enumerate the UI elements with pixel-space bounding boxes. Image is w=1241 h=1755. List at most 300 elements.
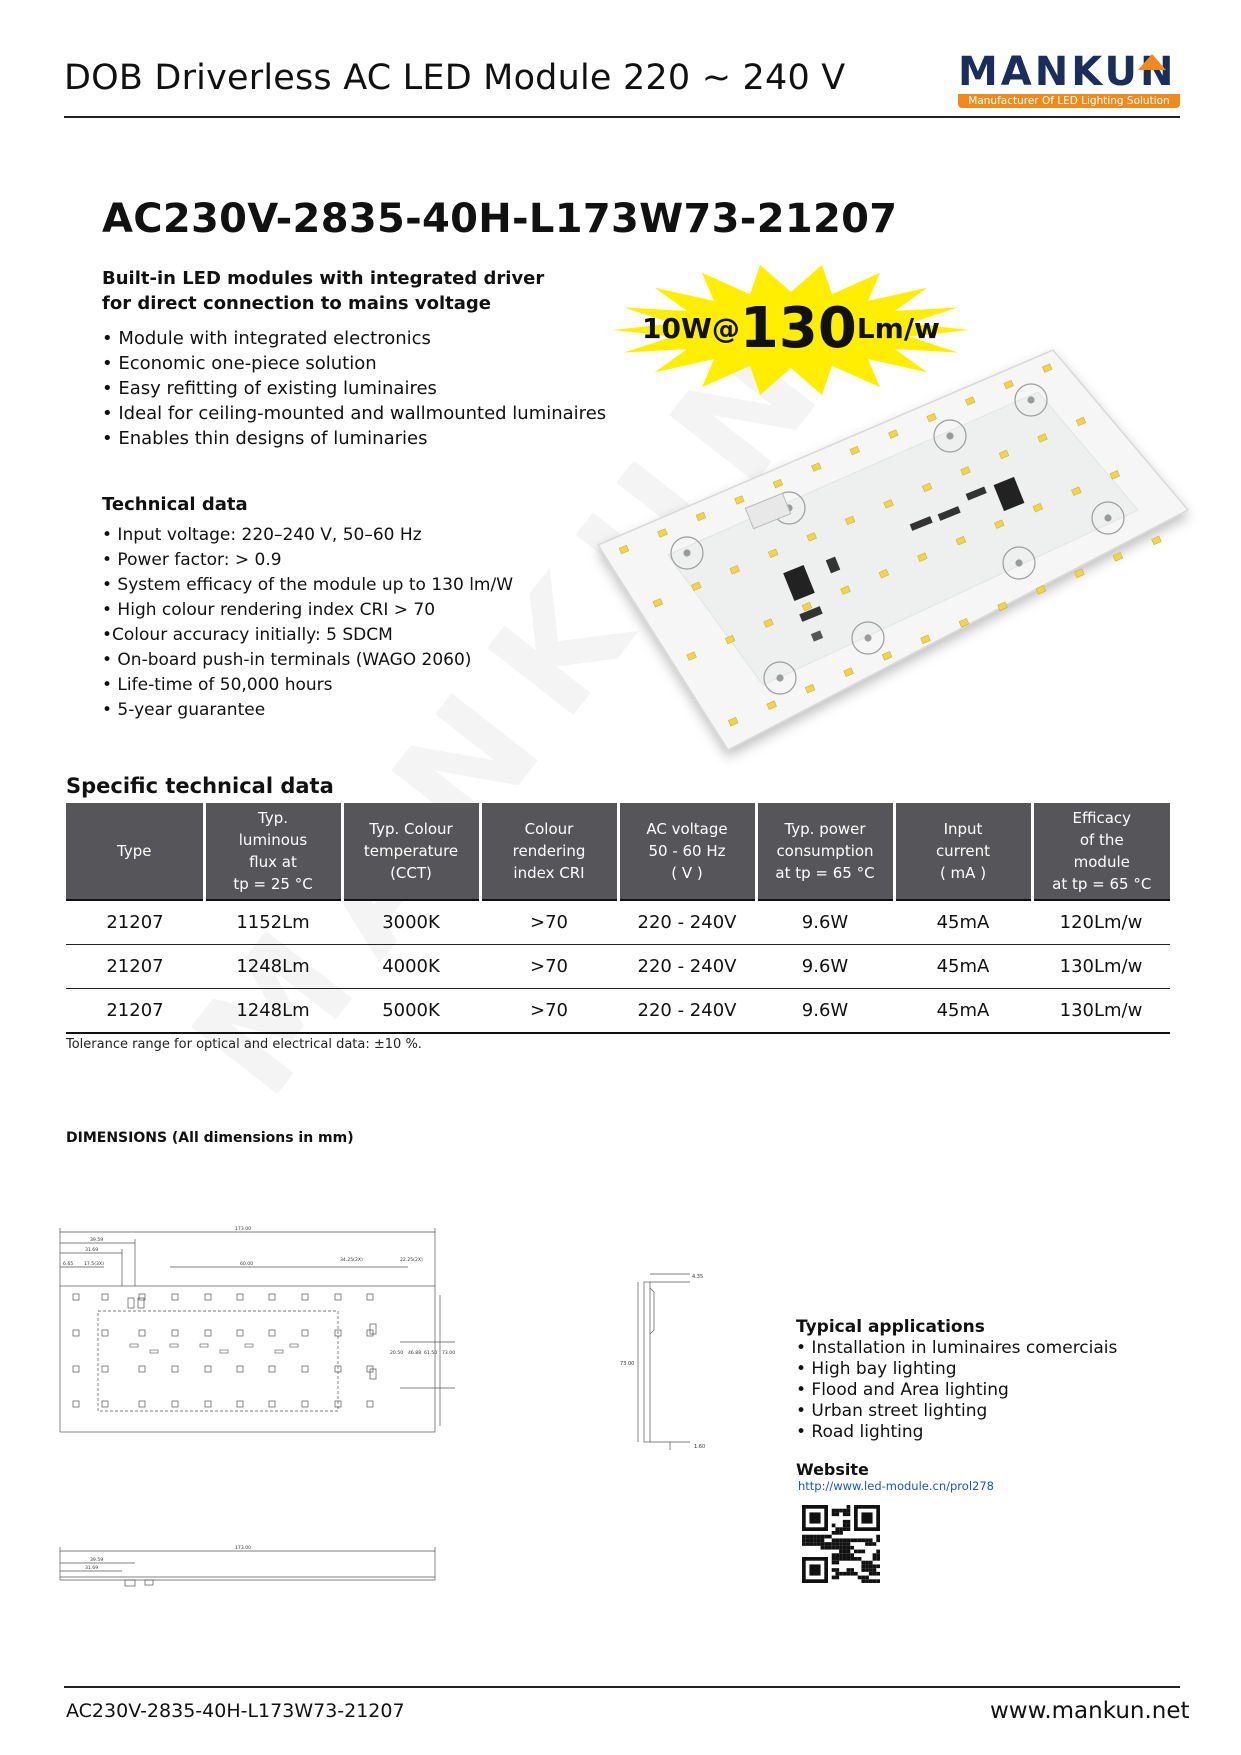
terminal-footprint xyxy=(128,1298,134,1308)
qr-module xyxy=(854,1550,858,1554)
qr-module xyxy=(850,1538,854,1542)
qr-module xyxy=(873,1568,877,1572)
led-footprint xyxy=(172,1366,178,1372)
qr-module xyxy=(839,1557,843,1561)
component-footprint xyxy=(150,1350,158,1353)
page-title: DOB Driverless AC LED Module 220 ~ 240 V xyxy=(64,58,846,98)
spec-heading: Specific technical data xyxy=(66,774,334,798)
qr-module xyxy=(832,1512,836,1516)
qr-module xyxy=(843,1538,847,1542)
spec-header-line: consumption xyxy=(776,842,874,860)
qr-module xyxy=(832,1553,836,1557)
spec-cell: 1248Lm xyxy=(204,989,342,1034)
spec-header-line: Typ. power xyxy=(784,820,866,838)
qr-module xyxy=(869,1564,873,1568)
spec-column-header xyxy=(894,803,1032,900)
qr-module xyxy=(835,1576,839,1580)
qr-module xyxy=(865,1564,869,1568)
spec-cell: >70 xyxy=(480,900,618,945)
qr-module xyxy=(876,1572,880,1576)
qr-module xyxy=(873,1579,877,1583)
led-footprint xyxy=(205,1366,211,1372)
dim-side-height: 73.00 xyxy=(620,1361,635,1367)
qr-module xyxy=(832,1561,836,1565)
qr-module xyxy=(835,1527,839,1531)
spec-cell: 45mA xyxy=(894,989,1032,1034)
qr-module xyxy=(869,1579,873,1583)
application-item: • Road lighting xyxy=(796,1422,924,1442)
led-footprint xyxy=(73,1294,79,1300)
qr-module xyxy=(806,1538,810,1542)
spec-header-line: rendering xyxy=(512,842,586,860)
dim-h4: 73.00 xyxy=(442,1351,456,1356)
qr-module xyxy=(847,1568,851,1572)
qr-module xyxy=(876,1579,880,1583)
qr-module xyxy=(817,1542,821,1546)
spec-cell: 9.6W xyxy=(756,989,894,1034)
qr-module xyxy=(876,1564,880,1568)
footer-divider xyxy=(64,1686,1180,1688)
qr-module xyxy=(835,1557,839,1561)
qr-module xyxy=(850,1572,854,1576)
qr-module xyxy=(828,1535,832,1539)
footer-product-code: AC230V-2835-40H-L173W73-21207 xyxy=(66,1700,405,1722)
spec-cell: 9.6W xyxy=(756,900,894,945)
qr-module xyxy=(843,1546,847,1550)
led-footprint xyxy=(73,1330,79,1336)
qr-module xyxy=(835,1509,839,1513)
led-chip xyxy=(1075,569,1085,578)
dimension-drawing-side xyxy=(620,1270,720,1450)
dim-d1: 39.59 xyxy=(90,1238,104,1243)
qr-module xyxy=(843,1550,847,1554)
qr-module xyxy=(847,1557,851,1561)
qr-module xyxy=(847,1527,851,1531)
led-footprint xyxy=(139,1401,145,1407)
spec-cell: 220 - 240V xyxy=(618,900,756,945)
led-footprint xyxy=(139,1330,145,1336)
qr-module xyxy=(873,1572,877,1576)
qr-module xyxy=(832,1538,836,1542)
qr-module xyxy=(858,1576,862,1580)
qr-module xyxy=(835,1542,839,1546)
spec-header-line: tp = 25 °C xyxy=(233,875,313,893)
qr-module xyxy=(832,1568,836,1572)
dim-d2-bottom: 31.69 xyxy=(85,1566,99,1571)
spec-column-header xyxy=(756,803,894,900)
qr-module xyxy=(847,1572,851,1576)
led-module-photo xyxy=(598,340,1198,780)
spec-cell: 3000K xyxy=(342,900,480,945)
qr-module xyxy=(839,1572,843,1576)
qr-module xyxy=(835,1568,839,1572)
website-heading: Website xyxy=(796,1460,869,1479)
feature-item: • Easy refitting of existing luminaires xyxy=(102,378,437,399)
qr-module xyxy=(847,1538,851,1542)
badge-power: 10W@ xyxy=(642,312,740,345)
qr-module xyxy=(869,1568,873,1572)
qr-module xyxy=(854,1572,858,1576)
led-footprint xyxy=(102,1294,108,1300)
led-footprint xyxy=(205,1401,211,1407)
spec-cell: 9.6W xyxy=(756,945,894,989)
qr-module xyxy=(809,1542,813,1546)
feature-item: • Ideal for ceiling-mounted and wallmounted luminaires xyxy=(102,403,607,424)
qr-module xyxy=(828,1546,832,1550)
application-item: • Urban street lighting xyxy=(796,1401,988,1421)
qr-module xyxy=(865,1542,869,1546)
spec-header-row xyxy=(66,803,1170,900)
application-item: • Flood and Area lighting xyxy=(796,1380,1009,1400)
spec-row xyxy=(66,945,1170,989)
qr-finder xyxy=(809,1512,820,1523)
technical-item: • Life-time of 50,000 hours xyxy=(102,675,333,695)
led-footprint xyxy=(302,1294,308,1300)
qr-module xyxy=(843,1553,847,1557)
spec-header-line: Input xyxy=(943,820,983,838)
technical-list xyxy=(102,523,513,723)
technical-item: •Colour accuracy initially: 5 SDCM xyxy=(102,625,393,645)
spec-cell: 1152Lm xyxy=(204,900,342,945)
spec-cell: 21207 xyxy=(66,989,204,1034)
dim-h1: 20.50 xyxy=(390,1351,404,1356)
qr-module xyxy=(832,1546,836,1550)
qr-module xyxy=(850,1553,854,1557)
technical-item: • 5-year guarantee xyxy=(102,700,266,720)
dimensions-heading: DIMENSIONS (All dimensions in mm) xyxy=(66,1130,354,1146)
product-code: AC230V-2835-40H-L173W73-21207 xyxy=(102,196,898,242)
spec-body xyxy=(66,900,1170,1033)
led-chip xyxy=(1152,536,1162,545)
board-outline xyxy=(60,1286,438,1432)
led-footprint xyxy=(172,1294,178,1300)
spec-cell: 130Lm/w xyxy=(1032,989,1170,1034)
qr-module xyxy=(850,1568,854,1572)
side-profile-outline xyxy=(644,1282,650,1442)
qr-module xyxy=(835,1561,839,1565)
qr-module xyxy=(843,1527,847,1531)
logo-tagline: Manufacturer Of LED Lighting Solution xyxy=(958,94,1180,108)
qr-module xyxy=(802,1538,806,1542)
led-footprint xyxy=(367,1401,373,1407)
dim-d5: 60.00 xyxy=(240,1262,254,1267)
spec-cell: >70 xyxy=(480,945,618,989)
qr-module xyxy=(869,1538,873,1542)
qr-module xyxy=(843,1520,847,1524)
dim-h3: 61.50 xyxy=(424,1351,438,1356)
dim-d6: 34.25(2X) xyxy=(340,1258,363,1263)
qr-module xyxy=(876,1550,880,1554)
qr-finder xyxy=(861,1512,872,1523)
dim-d7: 22.25(2X) xyxy=(400,1258,423,1263)
spec-header-line: at tp = 65 °C xyxy=(775,864,875,882)
spec-header-line: 50 - 60 Hz xyxy=(648,842,726,860)
qr-module xyxy=(876,1538,880,1542)
website-link[interactable]: http://www.led-module.cn/prol278 xyxy=(798,1479,994,1493)
qr-module xyxy=(873,1564,877,1568)
led-footprint xyxy=(237,1330,243,1336)
qr-module xyxy=(858,1538,862,1542)
technical-item: • Input voltage: 220–240 V, 50–60 Hz xyxy=(102,525,422,545)
qr-module xyxy=(809,1535,813,1539)
qr-module xyxy=(869,1542,873,1546)
qr-module xyxy=(821,1538,825,1542)
qr-module xyxy=(858,1550,862,1554)
led-footprint xyxy=(205,1330,211,1336)
technical-item: • Power factor: > 0.9 xyxy=(102,550,282,570)
spec-row xyxy=(66,989,1170,1034)
component-footprint xyxy=(275,1350,283,1353)
led-footprint xyxy=(172,1401,178,1407)
qr-module xyxy=(828,1542,832,1546)
qr-module xyxy=(813,1535,817,1539)
led-footprint xyxy=(335,1294,341,1300)
qr-module xyxy=(869,1561,873,1565)
badge-unit: Lm/w xyxy=(856,312,940,345)
led-footprint xyxy=(302,1330,308,1336)
spec-column-header xyxy=(342,803,480,900)
qr-module xyxy=(839,1531,843,1535)
qr-module xyxy=(802,1535,806,1539)
qr-module xyxy=(869,1572,873,1576)
brand-logo xyxy=(958,49,1180,108)
spec-header-line: AC voltage xyxy=(646,820,728,838)
qr-module xyxy=(850,1557,854,1561)
spec-header-line: Type xyxy=(117,842,152,860)
dimension-drawing-bottom xyxy=(60,1545,460,1605)
dimension-drawing-top xyxy=(60,1226,460,1436)
qr-module xyxy=(850,1546,854,1550)
spec-column-header xyxy=(204,803,342,900)
qr-module xyxy=(865,1576,869,1580)
qr-module xyxy=(832,1531,836,1535)
qr-module xyxy=(839,1550,843,1554)
qr-module xyxy=(839,1553,843,1557)
qr-module xyxy=(835,1546,839,1550)
qr-module xyxy=(861,1576,865,1580)
logo-wordmark: MANKUN xyxy=(958,49,1177,95)
badge-value: 130 xyxy=(739,296,857,361)
qr-module xyxy=(847,1546,851,1550)
dim-length-bottom: 173.00 xyxy=(235,1546,252,1551)
spec-cell: >70 xyxy=(480,989,618,1034)
component-footprint xyxy=(290,1344,298,1347)
dim-side-bottom: 1.60 xyxy=(694,1444,706,1450)
qr-module xyxy=(861,1538,865,1542)
qr-module xyxy=(847,1542,851,1546)
qr-module xyxy=(876,1553,880,1557)
dim-side-top: 4.35 xyxy=(692,1274,704,1280)
qr-module xyxy=(832,1557,836,1561)
spec-header-line: current xyxy=(935,842,991,860)
qr-module xyxy=(839,1538,843,1542)
qr-module xyxy=(854,1538,858,1542)
qr-module xyxy=(839,1546,843,1550)
qr-module xyxy=(843,1572,847,1576)
intro-line: Built-in LED modules with integrated driver xyxy=(102,268,545,289)
qr-module xyxy=(847,1505,851,1509)
spec-header-line: Typ. xyxy=(258,809,288,827)
led-footprint xyxy=(102,1366,108,1372)
qr-module xyxy=(843,1557,847,1561)
footer-website-link[interactable]: www.mankun.net xyxy=(990,1698,1190,1724)
qr-module xyxy=(865,1538,869,1542)
qr-module xyxy=(806,1542,810,1546)
qr-module xyxy=(813,1538,817,1542)
led-footprint xyxy=(102,1330,108,1336)
qr-module xyxy=(813,1542,817,1546)
led-footprint xyxy=(139,1366,145,1372)
qr-module xyxy=(861,1568,865,1572)
led-chip xyxy=(1113,552,1123,561)
spec-column-header xyxy=(480,803,618,900)
qr-module xyxy=(824,1542,828,1546)
qr-module xyxy=(835,1538,839,1542)
qr-module xyxy=(873,1553,877,1557)
feature-item: • Enables thin designs of luminaries xyxy=(102,428,428,449)
spec-cell: 120Lm/w xyxy=(1032,900,1170,945)
led-footprint xyxy=(237,1401,243,1407)
led-footprint xyxy=(237,1294,243,1300)
spec-table xyxy=(66,803,1170,1034)
led-footprint xyxy=(73,1401,79,1407)
qr-module xyxy=(835,1512,839,1516)
component-footprint xyxy=(220,1350,228,1353)
led-footprint xyxy=(237,1366,243,1372)
spec-cell: 5000K xyxy=(342,989,480,1034)
qr-module xyxy=(839,1509,843,1513)
applications-list xyxy=(796,1338,1117,1443)
led-footprint xyxy=(269,1294,275,1300)
spec-row xyxy=(66,900,1170,945)
qr-module xyxy=(832,1509,836,1513)
led-footprint xyxy=(205,1294,211,1300)
spec-header-line: of the xyxy=(1079,831,1124,849)
qr-module xyxy=(873,1557,877,1561)
qr-module xyxy=(843,1524,847,1528)
led-footprint xyxy=(367,1294,373,1300)
led-footprint xyxy=(269,1330,275,1336)
intro-line: for direct connection to mains voltage xyxy=(102,293,492,314)
logo-triangle-icon xyxy=(1138,54,1166,70)
led-footprint xyxy=(172,1330,178,1336)
led-footprint xyxy=(302,1401,308,1407)
qr-module xyxy=(835,1553,839,1557)
led-footprint xyxy=(73,1366,79,1372)
spec-column-header xyxy=(618,803,756,900)
spec-header-line: luminous xyxy=(238,831,308,849)
spec-cell: 45mA xyxy=(894,900,1032,945)
component-footprint xyxy=(200,1344,208,1347)
qr-module xyxy=(821,1542,825,1546)
qr-module xyxy=(847,1524,851,1528)
qr-module xyxy=(832,1576,836,1580)
spec-header-line: temperature xyxy=(363,842,459,860)
qr-module xyxy=(817,1538,821,1542)
qr-module xyxy=(847,1509,851,1513)
spec-header-line: Typ. Colour xyxy=(369,820,453,838)
dim-d1-bottom: 39.59 xyxy=(90,1558,104,1563)
qr-finder xyxy=(809,1564,820,1575)
applications-heading: Typical applications xyxy=(796,1317,985,1337)
component-area-outline xyxy=(98,1311,338,1411)
qr-module xyxy=(865,1568,869,1572)
spec-cell: 130Lm/w xyxy=(1032,945,1170,989)
product-intro xyxy=(102,266,544,316)
qr-module xyxy=(839,1542,843,1546)
spec-header-line: (CCT) xyxy=(390,864,432,882)
qr-module xyxy=(824,1546,828,1550)
spec-header-line: at tp = 65 °C xyxy=(1052,875,1152,893)
feature-item: • Economic one-piece solution xyxy=(102,353,377,374)
qr-module xyxy=(832,1524,836,1528)
tolerance-note: Tolerance range for optical and electrical data: ±10 %. xyxy=(66,1037,422,1052)
qr-module xyxy=(854,1557,858,1561)
qr-module xyxy=(832,1542,836,1546)
qr-module xyxy=(824,1535,828,1539)
feature-item: • Module with integrated electronics xyxy=(102,328,431,349)
spec-header-line: ( mA ) xyxy=(939,864,987,882)
spec-cell: 220 - 240V xyxy=(618,945,756,989)
spec-cell: 21207 xyxy=(66,900,204,945)
qr-module xyxy=(821,1546,825,1550)
qr-module xyxy=(861,1579,865,1583)
dim-length: 173.00 xyxy=(235,1227,252,1232)
qr-module xyxy=(865,1561,869,1565)
qr-module xyxy=(843,1512,847,1516)
spec-cell: 45mA xyxy=(894,945,1032,989)
qr-module xyxy=(843,1509,847,1513)
component-footprint xyxy=(130,1344,138,1347)
qr-module xyxy=(835,1531,839,1535)
qr-module xyxy=(809,1538,813,1542)
component-footprint xyxy=(245,1344,253,1347)
qr-module xyxy=(839,1527,843,1531)
technical-heading: Technical data xyxy=(102,494,248,515)
dim-h2: 46.88 xyxy=(408,1351,422,1356)
spec-header-line: module xyxy=(1073,853,1130,871)
qr-module xyxy=(802,1542,806,1546)
qr-module xyxy=(821,1535,825,1539)
spec-cell: 4000K xyxy=(342,945,480,989)
spec-column-header xyxy=(1032,803,1170,900)
spec-header-line: Efficacy xyxy=(1072,809,1132,827)
qr-module xyxy=(865,1579,869,1583)
application-item: • Installation in luminaires comerciais xyxy=(796,1338,1118,1358)
qr-module xyxy=(835,1572,839,1576)
qr-module xyxy=(861,1564,865,1568)
spec-header-line: Colour xyxy=(524,820,574,838)
qr-module xyxy=(847,1520,851,1524)
dim-d2: 31.69 xyxy=(85,1248,99,1253)
dim-d4: 17.5(3X) xyxy=(84,1262,104,1267)
application-item: • High bay lighting xyxy=(796,1359,957,1379)
qr-module xyxy=(806,1535,810,1539)
technical-item: • On-board push-in terminals (WAGO 2060) xyxy=(102,650,472,670)
qr-code-icon xyxy=(802,1505,880,1583)
header-divider xyxy=(64,116,1180,118)
qr-module xyxy=(861,1550,865,1554)
led-footprint xyxy=(302,1366,308,1372)
spec-cell: 220 - 240V xyxy=(618,989,756,1034)
qr-module xyxy=(876,1535,880,1539)
feature-list xyxy=(102,326,606,451)
technical-item: • High colour rendering index CRI > 70 xyxy=(102,600,436,620)
dim-d3: 6.65 xyxy=(63,1262,74,1267)
qr-module xyxy=(847,1512,851,1516)
technical-item: • System efficacy of the module up to 130 lm/W xyxy=(102,575,514,595)
qr-module xyxy=(847,1550,851,1554)
